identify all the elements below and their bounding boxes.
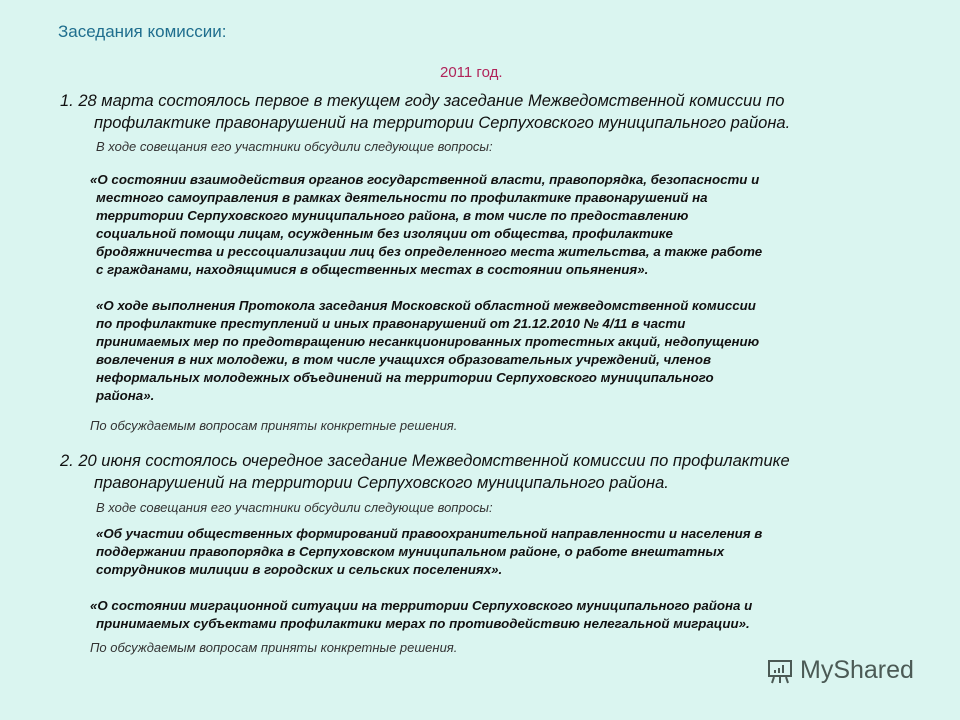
item1-q2-line: вовлечения в них молодежи, в том числе учащихся образовательных учреждений, членов bbox=[96, 352, 711, 367]
slide-title: Заседания комиссии: bbox=[58, 22, 227, 41]
myshared-watermark bbox=[766, 656, 914, 685]
item2-decision: По обсуждаемым вопросам приняты конкретные решения. bbox=[90, 640, 458, 655]
item1-q1-line: территории Серпуховского муниципального района, в том числе по предоставлению bbox=[96, 208, 689, 223]
item2-q2-line: принимаемых субъектами профилактики мерах по противодействию нелегальной миграции». bbox=[96, 616, 750, 631]
item1-decision: По обсуждаемым вопросам приняты конкретные решения. bbox=[90, 418, 458, 433]
item1-note: В ходе совещания его участники обсудили следующие вопросы: bbox=[96, 139, 493, 154]
item1-q2-line: неформальных молодежных объединений на территории Серпуховского муниципального bbox=[96, 370, 714, 385]
item2-q1-line: сотрудников милиции в городских и сельских поселениях». bbox=[96, 562, 503, 577]
presentation-board-icon bbox=[766, 657, 794, 685]
item2-line: правонарушений на территории Серпуховского муниципального района. bbox=[94, 474, 669, 492]
year-heading: 2011 год. bbox=[440, 64, 503, 81]
item1-q1-line: «О состоянии взаимодействия органов государственной власти, правопорядка, безопасности и bbox=[90, 172, 760, 187]
item2-line: 2. 20 июня состоялось очередное заседание Межведомственной комиссии по профилактике bbox=[60, 452, 790, 470]
item1-q1-line: местного самоуправления в рамках деятельности по профилактике правонарушений на bbox=[96, 190, 708, 205]
item2-q1-line: поддержании правопорядка в Серпуховском муниципальном районе, о работе внештатных bbox=[96, 544, 725, 559]
item1-q1-line: социальной помощи лицам, осужденным без изоляции от общества, профилактике bbox=[96, 226, 673, 241]
item2-q1-line: «Об участии общественных формирований правоохранительной направленности и населения в bbox=[96, 526, 763, 541]
item1-q1-line: бродяжничества и рессоциализации лиц без определенного места жительства, а также работе bbox=[96, 244, 763, 259]
item2-q2-line: «О состоянии миграционной ситуации на территории Серпуховского муниципального района и bbox=[90, 598, 753, 613]
item1-q1-line: с гражданами, находящимися в общественных местах в состоянии опьянения». bbox=[96, 262, 649, 277]
item1-q2-line: «О ходе выполнения Протокола заседания Московской областной межведомственной комиссии bbox=[96, 298, 756, 313]
item1-q2-line: района». bbox=[96, 388, 155, 403]
item1-line: профилактике правонарушений на территории Серпуховского муниципального района. bbox=[94, 114, 791, 132]
item1-q2-line: по профилактике преступлений и иных правонарушений от 21.12.2010 № 4/11 в части bbox=[96, 316, 686, 331]
item1-line: 1. 28 марта состоялось первое в текущем году заседание Межведомственной комиссии по bbox=[60, 92, 785, 110]
item1-q2-line: принимаемых мер по предотвращению несанкционированных протестных акций, недопущению bbox=[96, 334, 760, 349]
item2-note: В ходе совещания его участники обсудили следующие вопросы: bbox=[96, 500, 493, 515]
watermark-text: MyShared bbox=[800, 656, 914, 684]
